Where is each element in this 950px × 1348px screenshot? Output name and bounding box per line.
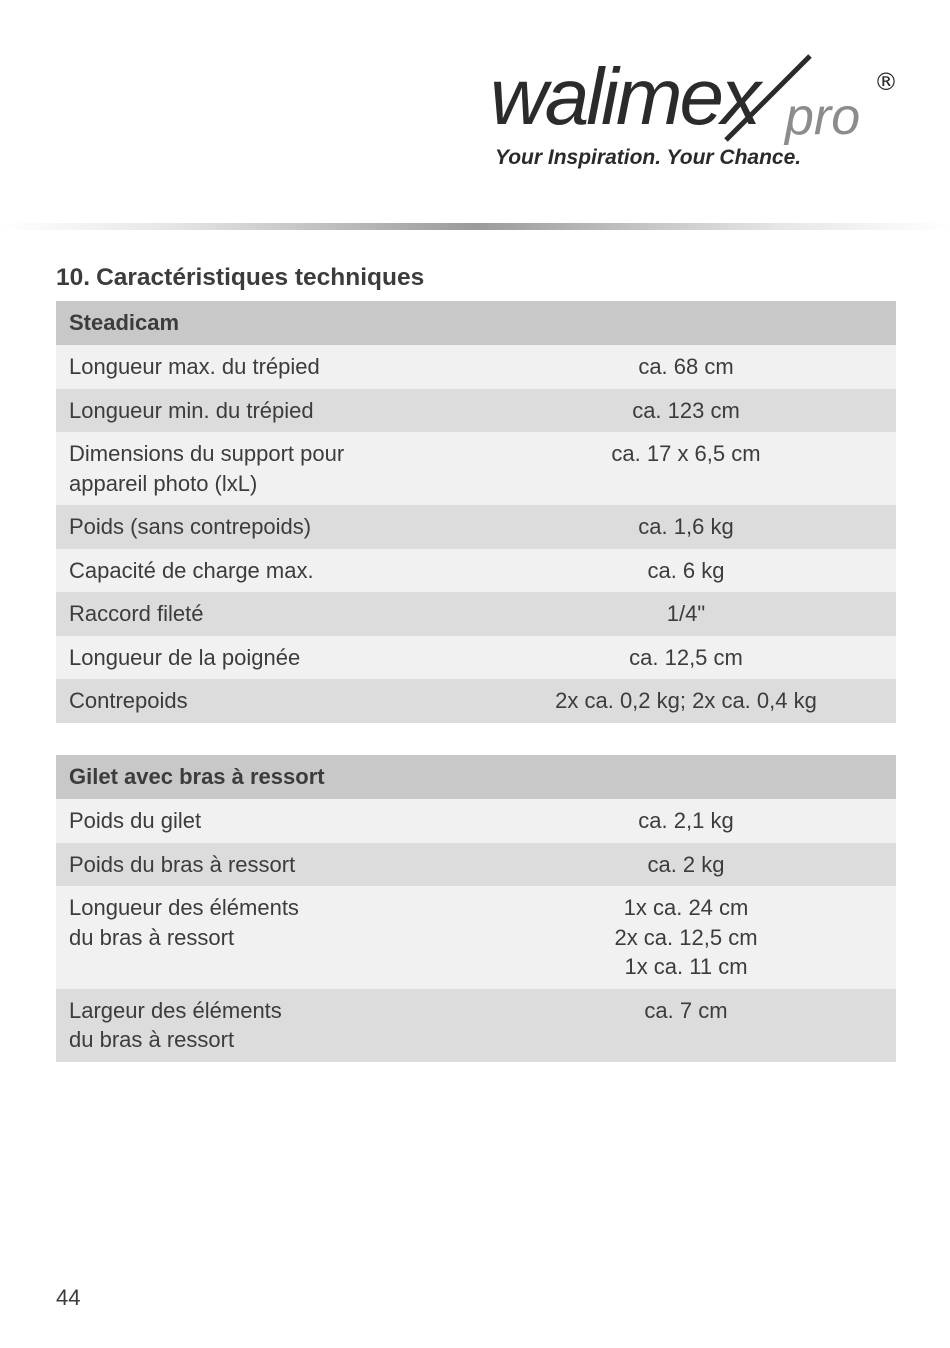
spec-label bbox=[56, 389, 476, 433]
section-title: Caractéristiques techniques bbox=[96, 264, 425, 291]
spec-value bbox=[476, 592, 896, 636]
spec-value-line: ca. 1,6 kg bbox=[638, 514, 734, 539]
tagline: Your Inspiration. Your Chance. bbox=[495, 146, 802, 169]
spec-label-line: du bras à ressort bbox=[69, 1027, 235, 1052]
spec-value bbox=[476, 636, 896, 680]
spec-label bbox=[56, 505, 476, 549]
spec-label bbox=[56, 886, 476, 989]
spec-value bbox=[476, 549, 896, 593]
table-row bbox=[56, 843, 896, 887]
spec-label-line: appareil photo (lxL) bbox=[69, 470, 258, 496]
logo-pro-text: pro bbox=[785, 88, 861, 146]
spec-value-line: ca. 6 kg bbox=[647, 557, 725, 583]
spec-value-line: ca. 2,1 kg bbox=[638, 808, 734, 833]
spec-value-line: ca. 12,5 cm bbox=[629, 644, 743, 670]
section-number: 10. bbox=[56, 264, 91, 291]
spec-label-line: Contrepoids bbox=[69, 688, 188, 713]
spec-label bbox=[56, 549, 476, 593]
logo-wordmark: walimex bbox=[490, 52, 758, 141]
spec-value bbox=[476, 505, 896, 549]
spec-label-line: Raccord fileté bbox=[69, 601, 204, 626]
table-row bbox=[56, 505, 896, 549]
spec-value bbox=[476, 432, 896, 505]
spec-label bbox=[56, 592, 476, 636]
spec-label-line: Longueur max. du trépied bbox=[69, 354, 320, 379]
spec-label bbox=[56, 679, 476, 723]
spec-label-line: Longueur min. du trépied bbox=[69, 397, 314, 423]
table-row bbox=[56, 592, 896, 636]
spec-value-line: 1x ca. 24 cm bbox=[623, 895, 749, 920]
spec-value bbox=[476, 799, 896, 843]
spec-value bbox=[476, 679, 896, 723]
spec-label-line: du bras à ressort bbox=[69, 924, 235, 950]
spec-value-line: ca. 2 kg bbox=[647, 851, 725, 877]
table-row bbox=[56, 989, 896, 1062]
table-row bbox=[56, 636, 896, 680]
spec-value-line: 1x ca. 11 cm bbox=[624, 954, 748, 979]
steadicam-spec-table bbox=[56, 301, 896, 723]
spec-value-line: ca. 68 cm bbox=[638, 354, 734, 379]
spec-value bbox=[476, 389, 896, 433]
spec-label-line: Capacité de charge max. bbox=[69, 557, 314, 583]
header-divider bbox=[0, 223, 950, 230]
spec-label bbox=[56, 432, 476, 505]
spec-value bbox=[476, 345, 896, 389]
spec-label-line: Poids (sans contrepoids) bbox=[69, 514, 312, 539]
table-row bbox=[56, 345, 896, 389]
spec-label-line: Longueur de la poignée bbox=[69, 644, 301, 670]
table-row bbox=[56, 886, 896, 989]
section-heading bbox=[56, 264, 424, 292]
spec-label bbox=[56, 345, 476, 389]
table-row bbox=[56, 799, 896, 843]
table-row bbox=[56, 679, 896, 723]
spec-label-line: Longueur des éléments bbox=[69, 895, 299, 920]
spec-value-line: 2x ca. 12,5 cm bbox=[614, 924, 758, 950]
spec-value-line: ca. 7 cm bbox=[644, 997, 728, 1023]
spec-value-line: 1/4" bbox=[666, 601, 706, 626]
spec-label-line: Dimensions du support pour bbox=[69, 441, 345, 466]
spec-label-line: Poids du gilet bbox=[69, 808, 202, 833]
spec-label bbox=[56, 989, 476, 1062]
table-header: Gilet avec bras à ressort bbox=[56, 755, 896, 799]
spec-label bbox=[56, 799, 476, 843]
spec-label bbox=[56, 843, 476, 887]
spec-value bbox=[476, 989, 896, 1062]
spec-value-line: ca. 123 cm bbox=[632, 397, 740, 423]
spec-value bbox=[476, 843, 896, 887]
spec-value bbox=[476, 886, 896, 989]
table-row bbox=[56, 549, 896, 593]
table-row bbox=[56, 389, 896, 433]
table-header: Steadicam bbox=[56, 301, 896, 345]
table-row bbox=[56, 432, 896, 505]
spec-label bbox=[56, 636, 476, 680]
vest-spec-table bbox=[56, 755, 896, 1062]
spec-label-line: Largeur des éléments bbox=[69, 997, 282, 1023]
page-number: 44 bbox=[56, 1285, 81, 1310]
spec-value-line: ca. 17 x 6,5 cm bbox=[611, 441, 761, 466]
spec-value-line: 2x ca. 0,2 kg; 2x ca. 0,4 kg bbox=[555, 688, 817, 713]
spec-label-line: Poids du bras à ressort bbox=[69, 851, 296, 877]
registered-mark: ® bbox=[874, 68, 898, 96]
